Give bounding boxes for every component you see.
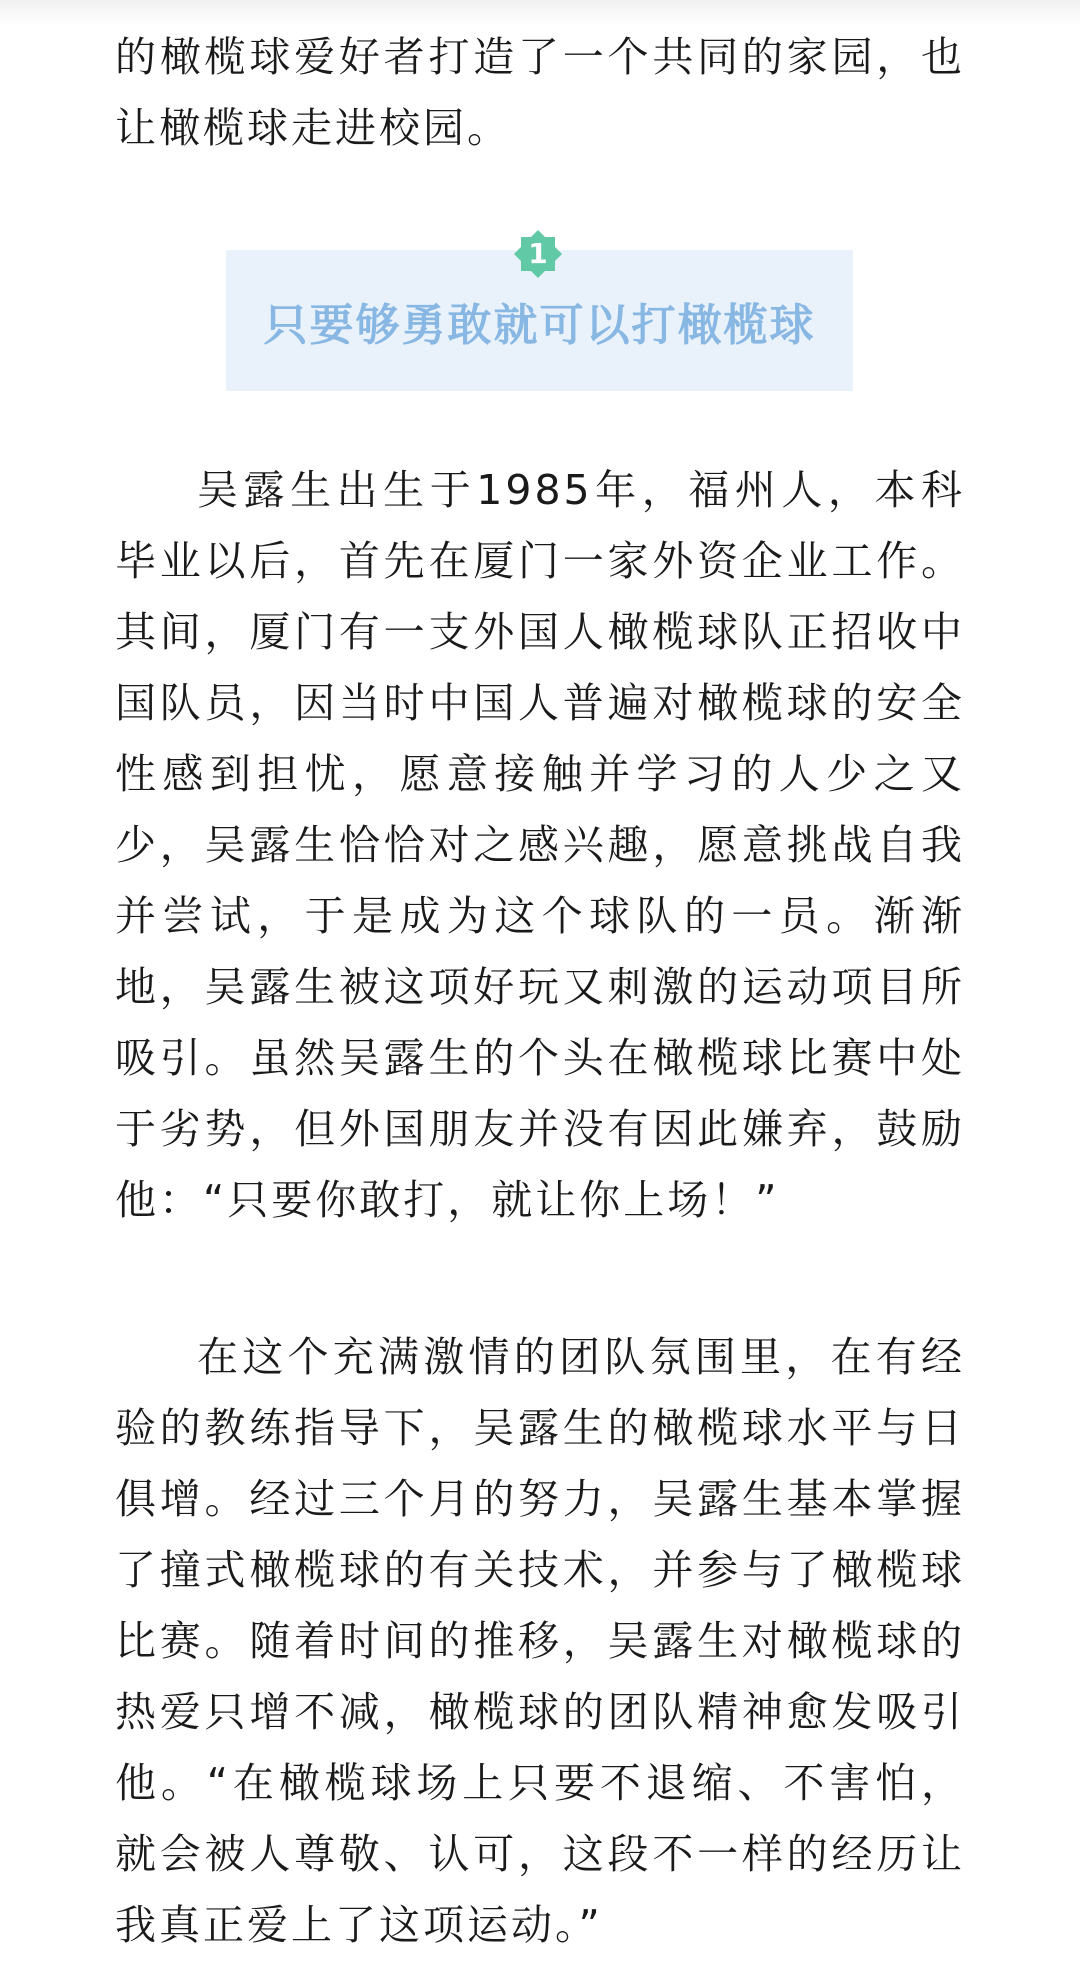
intro-paragraph-tail: 的橄榄球爱好者打造了一个共同的家园，也让橄榄球走进校园。 [115,33,965,152]
section-title: 只要够勇敢就可以打橄榄球 [263,300,816,351]
body-paragraph-bio: 吴露生出生于1985年，福州人，本科毕业以后，首先在厦门一家外资企业工作。其间，厦门有一支外国人橄榄球队正招收中国队员，因当时中国人普遍对橄榄球的安全性感到担忧，愿意接触并学习的人少之又少，吴露生恰恰对之感兴趣，愿意挑战自我并尝试，于是成为这个球队的一员。渐渐地，吴露生被这项好玩又刺激的运动项目所吸引。虽然吴露生的个头在橄榄球比赛中处于劣势，但外国朋友并没有因此嫌弃，鼓励他：“只要你敢打，就让你上场！” [115,466,965,1224]
body-paragraph-training: 在这个充满激情的团队氛围里，在有经验的教练指导下，吴露生的橄榄球水平与日俱增。经过三个月的努力，吴露生基本掌握了撞式橄榄球的有关技术，并参与了橄榄球比赛。随着时间的推移，吴露生对橄榄球的热爱只增不减，橄榄球的团队精神愈发吸引他。“在橄榄球场上只要不退缩、不害怕，就会被人尊敬、认可，这段不一样的经历让我真正爱上了这项运动。” [115,1333,965,1949]
section-number: 1 [528,237,548,270]
